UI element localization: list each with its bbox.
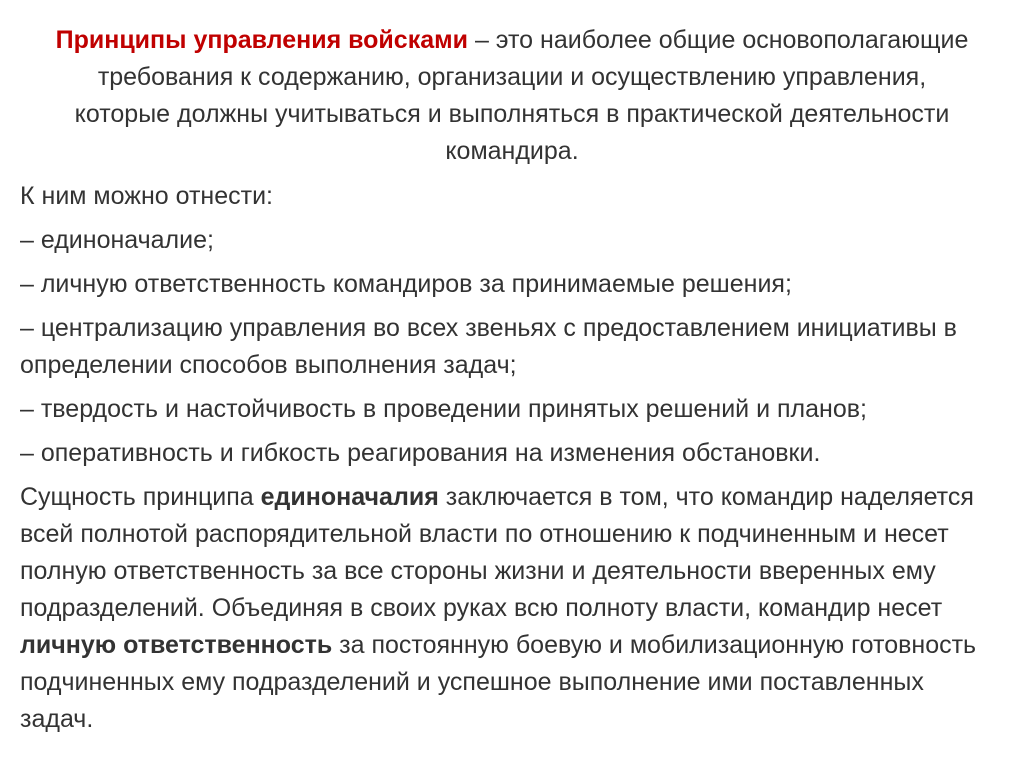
intro-term: Принципы управления войсками [55,26,468,54]
list-item-4: – твердость и настойчивость в проведении принятых решений и планов; [20,395,867,423]
essence-text-2: заключается в том, что командир наделяется всей полнотой распорядительной власти по отношению к подчиненным и несет полную ответственность за все стороны жизни и деятельности вверенных ему подразделений. Объединяя в своих руках всю полноту власти, командир несет [20,483,974,622]
essence-bold-1: единоначалия [260,483,439,511]
essence-text-3: за постоянную боевую и мобилизационную готовность подчиненных ему подразделений и успешное выполнение ими поставленных задач. [20,631,977,733]
list-lead: К ним можно отнести: [20,182,273,210]
list-item-5: – оперативность и гибкость реагирования на изменения обстановки. [20,439,821,467]
list-item-1: – единоначалие; [20,226,214,254]
intro-text: – это наиболее общие основополагающие требования к содержанию, организации и осуществлению управления, которые должны учитываться и выполняться в практической деятельности командира. [74,26,969,165]
intro-paragraph [50,22,974,170]
list-item-3: – централизацию управления во всех звеньях с предоставлением инициативы в определении способов выполнения задач; [20,314,957,379]
essence-paragraph [20,479,1004,738]
essence-text-1: Сущность принципа [20,483,261,511]
essence-bold-2: личную ответственность [20,631,333,659]
list-item-2: – личную ответственность командиров за принимаемые решения; [20,270,792,298]
